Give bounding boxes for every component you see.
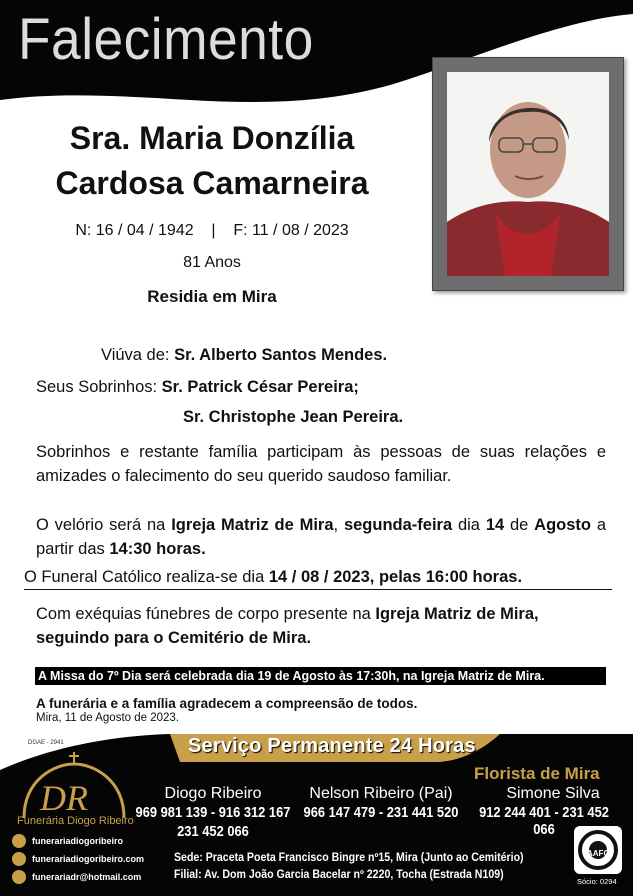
nephews-line xyxy=(36,375,359,399)
widow-line xyxy=(101,343,387,367)
wake-place: Igreja Matriz de Mira xyxy=(171,516,334,534)
thanks-text: A funerária e a família agradecem a compreensão de todos. xyxy=(36,696,418,711)
place-date: Mira, 11 de Agosto de 2023. xyxy=(36,712,179,724)
nephew-2-line xyxy=(183,405,403,429)
social-facebook[interactable] xyxy=(12,852,144,866)
license-number: DGAE - 2941 xyxy=(28,740,64,746)
social-email[interactable] xyxy=(12,870,141,884)
florist-name: Florista de Mira xyxy=(474,764,600,783)
age: 81 Anos xyxy=(183,254,241,271)
exequias-cemetery: seguindo para o Cemitério de Mira. xyxy=(36,629,312,647)
portrait-frame xyxy=(432,57,624,291)
member-logo-text: AAFC xyxy=(587,849,610,858)
contact-numbers: 969 981 139 - 916 312 167 xyxy=(135,804,291,821)
contact-numbers: 231 452 066 xyxy=(177,823,249,840)
deceased-name-line2: Cardosa Camarneira xyxy=(55,165,369,201)
social-text: funerariadr@hotmail.com xyxy=(32,872,142,882)
social-text: funerariadiogoribeiro.com xyxy=(32,854,145,864)
widow-label: Viúva de: xyxy=(101,346,170,364)
social-instagram[interactable] xyxy=(12,834,123,848)
wake-text-part: a partir das xyxy=(36,516,606,558)
wake-text-part: O velório será na xyxy=(36,516,172,534)
funeral-datetime: 14 / 08 / 2023, pelas 16:00 horas. xyxy=(268,568,523,586)
birth-death-dates: N: 16 / 04 / 1942 | F: 11 / 08 / 2023 xyxy=(75,222,349,239)
wake-text-part: de xyxy=(504,516,535,534)
member-number: Sócio: 0294 xyxy=(577,877,617,886)
facebook-icon xyxy=(12,852,26,866)
social-text: funerariadiogoribeiro xyxy=(32,836,124,846)
wake-day: 14 xyxy=(485,516,505,534)
logo-name: Funerária Diogo Ribeiro xyxy=(17,815,134,827)
nephew-1: Sr. Patrick César Pereira; xyxy=(161,378,359,396)
exequias-part: Com exéquias fúnebres de corpo presente na xyxy=(36,605,376,623)
address-sede: Sede: Praceta Poeta Francisco Bingre nº15, Mira (Junto ao Cemitério) xyxy=(174,852,524,864)
wake-text xyxy=(36,513,606,561)
participation-text: Sobrinhos e restante família participam às pessoas de suas relações e amizades o falecimento do seu querido saudoso familiar. xyxy=(36,443,606,485)
mass-banner: A Missa do 7º Dia será celebrada dia 19 de Agosto às 17:30h, na Igreja Matriz de Mira. xyxy=(35,667,606,685)
funeral-text: O Funeral Católico realiza-se dia xyxy=(24,568,269,586)
contact-name: Simone Silva xyxy=(506,785,600,802)
wake-month: Agosto xyxy=(534,516,591,534)
email-icon xyxy=(12,870,26,884)
contact-name: Diogo Ribeiro xyxy=(164,785,262,802)
contact-numbers: 912 244 401 - 231 452 066 xyxy=(479,804,609,838)
portrait-photo xyxy=(447,72,609,276)
funeral-line xyxy=(24,568,612,590)
exequias-text xyxy=(36,602,606,650)
nephews-label: Seus Sobrinhos: xyxy=(36,378,158,396)
wake-text-part: dia xyxy=(452,516,486,534)
contact-name: Nelson Ribeiro (Pai) xyxy=(309,785,453,802)
deceased-name-line1: Sra. Maria Donzília xyxy=(69,120,355,156)
exequias-place: Igreja Matriz de Mira, xyxy=(375,605,539,623)
logo-initials: DR xyxy=(40,778,88,818)
residence: Residia em Mira xyxy=(147,287,277,306)
widow-name: Sr. Alberto Santos Mendes. xyxy=(174,346,388,364)
address-filial: Filial: Av. Dom João Garcia Bacelar nº 2220, Tocha (Estrada N109) xyxy=(174,869,504,881)
wake-text-part: , xyxy=(333,516,344,534)
instagram-icon xyxy=(12,834,26,848)
wake-weekday: segunda-feira xyxy=(343,516,453,534)
page-title: Falecimento xyxy=(18,7,314,72)
contact-numbers: 966 147 479 - 231 441 520 xyxy=(303,804,459,821)
wake-time: 14:30 horas. xyxy=(109,540,206,558)
service-banner: Serviço Permanente 24 Horas xyxy=(188,735,476,757)
nephew-2: Sr. Christophe Jean Pereira. xyxy=(183,408,404,426)
